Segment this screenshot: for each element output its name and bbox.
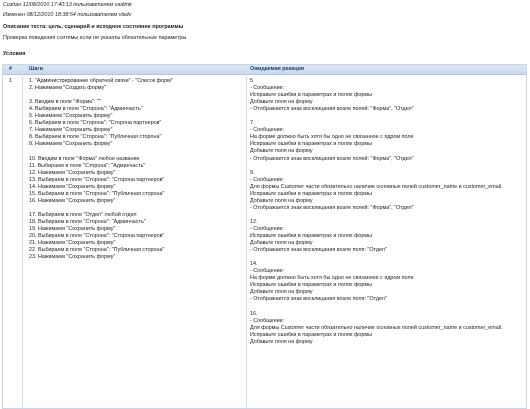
- step-line: 23. Нажимаем "Сохранить форму": [29, 254, 116, 261]
- description-text: Проверка поведения сситемы если не указаты обязательные параметры: [3, 35, 187, 41]
- expected-line: - Отображается знак восклицания возле полей: "Форма", "Отдел": [250, 155, 414, 162]
- expected-line: Для формы Customer части обязательно наличие основных полей customer_name и customer_email.: [250, 183, 503, 190]
- step-line: [29, 92, 244, 99]
- expected-cell: [250, 78, 525, 346]
- expected-line: Исправьте ошибки в параметрах и полях формы: [250, 190, 372, 197]
- created-date: 11/08/2010 17:40:13: [22, 2, 72, 8]
- description-title: Описание теста: цель, сценарий и исходное состояние программы: [3, 24, 184, 30]
- step-line: 5. Нажимаем "Сохранить форму": [29, 113, 113, 120]
- step-line: 17. Выбираем в поле "Отдел" любой отдел: [29, 211, 137, 218]
- expected-line: Исправьте ошибки в параметрах и полях формы: [250, 331, 372, 338]
- header-expected: Ожидаемая реакция: [250, 66, 304, 72]
- step-line: 20. Выбираем в поле "Сторона": "Сторона партнеров": [29, 233, 165, 240]
- expected-line: На форме должно быть хотя бы одно не связанное с ядром поле: [250, 275, 414, 282]
- created-label: Создан: [3, 2, 22, 8]
- expected-line: Добавьте поля на форму: [250, 99, 313, 106]
- step-line: 11. Выбираем в поле "Сторона": "Админчасть": [29, 162, 146, 169]
- step-line: 8. Выбираем в поле "Сторона": "Публичная сторона": [29, 134, 162, 141]
- expected-line: - Отображается знак восклицания возле полей: "Форма", "Отдел": [250, 204, 414, 211]
- expected-line: Исправьте ошибки в параметрах и полях формы: [250, 233, 372, 240]
- expected-line: На форме должно быть хотя бы одно не связанное с ядром поле: [250, 134, 414, 141]
- step-line: 7. Нажимаем "Сохранить форму": [29, 127, 113, 134]
- step-line: 22. Выбираем в поле "Сторона": "Публичная сторона": [29, 247, 165, 254]
- step-line: 2. Нажимаем "Создать форму": [29, 85, 107, 92]
- expected-line: [250, 163, 525, 170]
- expected-line: Добавьте поля на форму: [250, 240, 313, 247]
- expected-line: Добавьте поля на форму: [250, 148, 313, 155]
- steps-table: [2, 64, 527, 409]
- step-line: 4. Выбираем в поле "Сторона": "Админчасть": [29, 106, 143, 113]
- step-line: 10. Вводим в поле "Форма" любое название: [29, 155, 140, 162]
- step-line: 12. Нажимаем "Сохранить форму": [29, 169, 116, 176]
- expected-line: Для формы Customer части обязательно наличие основных полей customer_name и customer_email.: [250, 324, 503, 331]
- step-line: 13. Выбираем в поле "Сторона": "Сторона партнеров": [29, 176, 165, 183]
- expected-line: - Сообщение:: [250, 225, 285, 232]
- step-line: 19. Нажимаем "Сохранить форму": [29, 225, 116, 232]
- created-info: [3, 2, 132, 9]
- expected-line: 5: [250, 78, 253, 84]
- step-line: 14. Нажимаем "Сохранить форму": [29, 183, 116, 190]
- steps-cell: [29, 78, 244, 261]
- row-number: 1: [9, 78, 12, 84]
- expected-line: [250, 113, 525, 120]
- expected-line: Исправьте ошибки в параметрах и полях формы: [250, 141, 372, 148]
- expected-line: Добавьте поля на форму: [250, 197, 313, 204]
- expected-line: - Отображается знак восклицания возле полей: "Форма", "Отдел": [250, 106, 414, 113]
- expected-line: - Сообщение:: [250, 268, 285, 275]
- step-line: 15. Выбираем в поле "Сторона": "Публичная сторона": [29, 190, 165, 197]
- expected-line: 14.: [250, 261, 258, 268]
- step-line: 21. Нажимаем "Сохранить форму": [29, 240, 116, 247]
- step-line: 18. Выбираем в поле "Сторона": "Админчасть": [29, 218, 146, 225]
- conditions-title: Условия: [3, 51, 26, 57]
- expected-line: [250, 212, 525, 219]
- column-divider: [22, 65, 23, 408]
- step-line: 9. Нажимаем "Сохранить форму": [29, 141, 113, 148]
- step-line: 3. Вводим в поле "Форма": "": [29, 99, 101, 106]
- expected-line: Добавьте поля на форму: [250, 289, 313, 296]
- table-header: [3, 65, 526, 75]
- step-line: 6. Выбираем в поле "Сторона": "Сторона партнеров": [29, 120, 162, 127]
- modified-label: Изменен: [3, 12, 25, 18]
- expected-line: Исправьте ошибки в параметрах и полях формы: [250, 282, 372, 289]
- expected-line: [250, 304, 525, 311]
- expected-line: 7.: [250, 120, 255, 127]
- created-user: пользователем vadimk: [73, 2, 132, 8]
- expected-line: - Сообщение:: [250, 176, 285, 183]
- expected-line: - Сообщение:: [250, 127, 285, 134]
- header-num: #: [9, 66, 12, 72]
- step-line: [29, 148, 244, 155]
- expected-line: Добавьте поля на форму: [250, 338, 313, 345]
- modified-info: [3, 12, 131, 19]
- expected-line: 12.: [250, 218, 258, 225]
- expected-line: - Отображается знак восклицания возле поля: "Отдел": [250, 247, 387, 254]
- expected-line: 16.: [250, 310, 258, 317]
- expected-line: - Сообщение:: [250, 85, 285, 92]
- expected-line: [250, 254, 525, 261]
- step-line: [29, 205, 244, 212]
- step-line: 16. Нажимаем "Сохранить форму": [29, 197, 116, 204]
- modified-date: 08/12/2010 18:38:54: [26, 12, 76, 18]
- expected-line: - Отображается знак восклицания возле поля: "Отдел": [250, 296, 387, 303]
- header-steps: Шаги: [29, 66, 43, 72]
- expected-line: - Сообщение:: [250, 317, 285, 324]
- expected-line: Исправьте ошибки в параметрах и полях формы: [250, 92, 372, 99]
- expected-line: 9.: [250, 169, 255, 176]
- column-divider: [246, 65, 247, 408]
- modified-user: пользователем vladv: [77, 12, 132, 18]
- step-line: 1. "Администрирование обратной связи" - "Список форм": [29, 78, 173, 84]
